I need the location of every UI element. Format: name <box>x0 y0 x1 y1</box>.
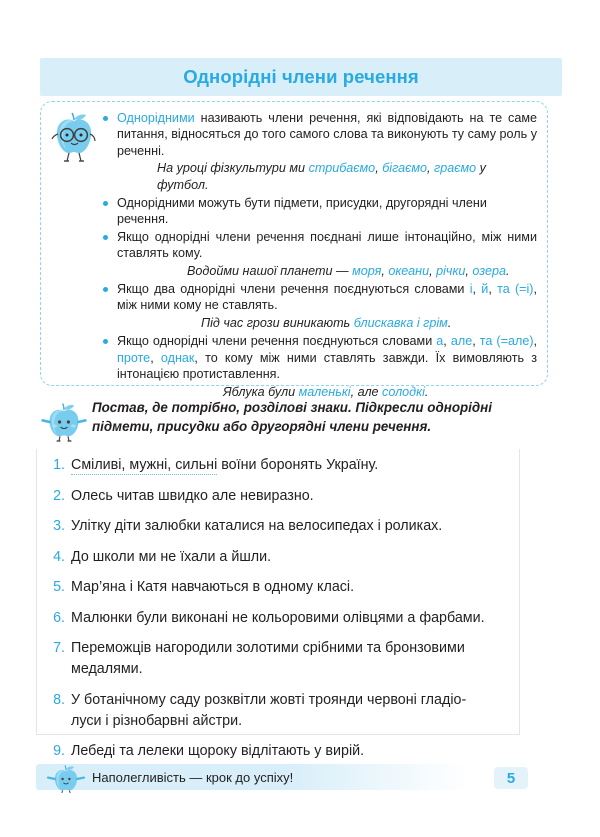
highlighted-word: але <box>450 334 473 349</box>
highlighted-word: та (=але) <box>479 334 534 349</box>
theory-rule-4 <box>103 281 537 331</box>
exercise-sentence[interactable] <box>71 638 509 680</box>
highlighted-word: проте <box>117 350 151 365</box>
exercise-item[interactable] <box>47 577 509 598</box>
highlighted-word: озера <box>472 263 506 278</box>
sentence-text: Улітку діти залюбки каталися на велосипедах і роликах. <box>71 518 443 534</box>
exercise-item[interactable] <box>47 741 509 762</box>
apple-character-icon <box>40 398 92 443</box>
footer-motto: Наполегливість — крок до успіху! <box>92 769 294 785</box>
exercise-number: 3. <box>53 518 65 534</box>
sentence-text: Малюнки були виконані не кольоровими олівцями а фарбами. <box>71 609 485 626</box>
exercise-item[interactable] <box>47 486 509 507</box>
bullet-icon <box>103 110 117 121</box>
highlighted-word: маленькі <box>298 384 351 399</box>
task-instruction-text <box>92 398 550 436</box>
highlighted-word: річки <box>436 263 466 278</box>
highlighted-word: бігаємо <box>382 161 428 176</box>
theory-first-rule-row <box>51 110 537 195</box>
highlighted-word: та (=і) <box>497 282 534 297</box>
rule-text: Якщо два однорідні члени речення поєднуються словами і, й, та (=і), між ними кому не ставлять. <box>117 282 537 313</box>
exercise-item[interactable] <box>47 638 509 680</box>
bullet-icon <box>103 281 117 292</box>
sentence-text: До школи ми не їхали а йшли. <box>71 548 272 565</box>
exercise-sentence[interactable] <box>71 608 509 629</box>
rule-text: Якщо однорідні члени речення поєднані лише інтонаційно, між ними ставлять кому. <box>117 229 537 261</box>
exercise-item[interactable] <box>47 690 509 732</box>
highlighted-word: Однорідними <box>117 111 195 125</box>
exercise-sentence[interactable] <box>71 577 509 598</box>
exercise-sentence[interactable] <box>71 547 509 568</box>
sentence-text: луси і різнобарвні айстри. <box>71 712 243 729</box>
exercise-number: 4. <box>53 548 65 565</box>
task-line-1: Постав, де потрібно, розділові знаки. Підкресли однорідні <box>92 400 492 415</box>
exercise-sentence[interactable] <box>71 741 509 762</box>
exercise-item[interactable] <box>47 516 509 537</box>
task-instruction <box>40 398 550 443</box>
rule-example: На уроці фізкультури ми стрибаємо, бігаємо, граємо у футбол. <box>157 161 486 192</box>
sentence-text: Переможців нагородили золотими срібними та бронзовими <box>71 640 465 656</box>
exercise-sentence[interactable] <box>71 516 509 537</box>
page-number: 5 <box>506 769 516 787</box>
highlighted-word: моря <box>352 263 382 278</box>
highlighted-word: і <box>469 282 473 297</box>
sentence-text: У ботанічному саду розквітли жовті троянди червоні гладіо- <box>71 691 467 708</box>
bullet-icon <box>103 195 117 206</box>
highlighted-word: а <box>436 334 444 349</box>
sentence-text: воїни боронять Україну. <box>217 457 379 473</box>
bullet-icon <box>103 229 117 240</box>
exercise-number: 6. <box>53 609 65 626</box>
bullet-icon <box>103 333 117 344</box>
page-number-badge <box>494 767 528 789</box>
exercise-item[interactable] <box>47 455 509 476</box>
theory-box <box>40 101 548 399</box>
rule-example: Під час грози виникають блискавка і грім. <box>201 315 452 330</box>
exercise-number: 9. <box>53 743 65 759</box>
rule-text: Якщо однорідні члени речення поєднуються словами а, але, та (=але), проте, однак, то кому між ними ставлять завжди. Їх вимовляють з інтонацією протиставлення. <box>117 334 538 382</box>
exercise-number: 2. <box>53 487 65 504</box>
rule-example: Водойми нашої планети — моря, океани, річки, озера. <box>187 263 510 278</box>
exercise-number: 7. <box>53 640 65 656</box>
exercise-number: 5. <box>53 579 65 595</box>
footer-motto-band <box>36 764 468 790</box>
underlined-homogeneous-members: Сміливі, мужні, сильні <box>71 457 218 473</box>
exercise-list[interactable] <box>36 449 520 759</box>
highlighted-word: однак <box>160 350 195 365</box>
exercise-sentence[interactable] <box>71 455 509 476</box>
rule-text: Однорідними називають члени речення, які відповідають на те саме питання, відносяться до того самого слова та виконують ту саму роль у реченні. <box>117 111 537 158</box>
highlighted-word: й <box>481 282 489 297</box>
theory-rules-list <box>51 195 537 400</box>
exercise-number: 8. <box>53 691 65 708</box>
highlighted-word: граємо <box>434 161 477 176</box>
theory-rule-3 <box>103 229 537 279</box>
page-title: Однорідні члени речення <box>183 66 419 87</box>
page-header-band <box>40 58 562 96</box>
theory-rule-2 <box>103 195 537 228</box>
highlighted-word: океани <box>388 263 430 278</box>
rule-example: Яблука були маленькі, але солодкі. <box>223 384 429 399</box>
highlighted-word: блискавка і грім <box>353 315 448 330</box>
theory-rule-1 <box>103 110 537 195</box>
exercise-sentence[interactable] <box>71 486 509 507</box>
apple-with-glasses-icon <box>51 110 103 164</box>
sentence-text: Лебеді та лелеки щороку відлітають у вирій. <box>71 743 365 759</box>
rule-text: Однорідними можуть бути підмети, присудки, другорядні члени речення. <box>117 196 487 227</box>
apple-character-icon <box>36 763 92 793</box>
highlighted-word: стрибаємо <box>308 161 376 176</box>
sentence-text: Мар’яна і Катя навчаються в одному класі. <box>71 579 355 595</box>
theory-rule-5 <box>103 333 537 400</box>
exercise-number: 1. <box>53 457 65 473</box>
highlighted-word: солодкі <box>382 384 425 399</box>
exercise-item[interactable] <box>47 608 509 629</box>
exercise-sentence[interactable] <box>71 690 509 732</box>
exercise-item[interactable] <box>47 547 509 568</box>
sentence-text: Олесь читав швидко але невиразно. <box>71 487 314 504</box>
sentence-text: медалями. <box>71 661 143 677</box>
task-line-2: підмети, присудки або другорядні члени речення. <box>92 419 432 434</box>
